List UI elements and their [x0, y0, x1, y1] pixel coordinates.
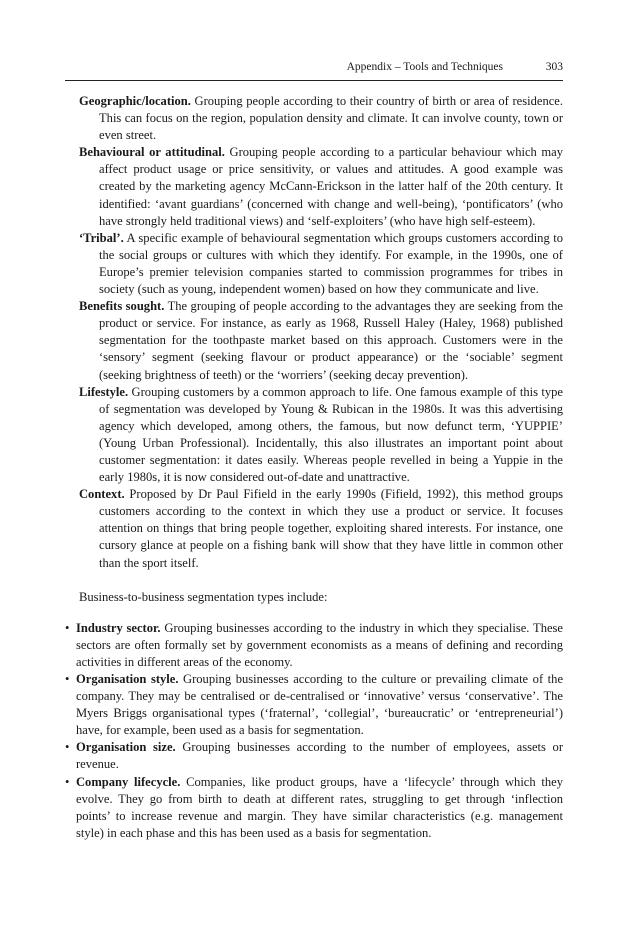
bullet-term: Company lifecycle.	[76, 774, 181, 789]
definition-term: Behavioural or attitudinal.	[79, 145, 225, 160]
bullet-item	[65, 739, 563, 773]
bullet-text: Companies, like product groups, have a ‘lifecycle’ through which they evolve. They go from birth to death at different rates, struggling to get through ‘inflection points’ to increase revenue and margin. They have similar characteristics (e.g. management style) in each phase and this has been used as a basis for segmentation.	[76, 774, 563, 840]
bullet-item	[65, 671, 563, 739]
definition-term: Benefits sought.	[79, 299, 165, 314]
bullet-icon: •	[65, 774, 70, 789]
definition-item	[79, 384, 563, 487]
consumer-segmentation-list	[65, 93, 563, 572]
page-body	[65, 93, 563, 842]
bullet-term: Organisation style.	[76, 672, 179, 686]
definition-text: A specific example of behavioural segmentation which groups customers according to the social groups or cultures with which they identify. For example, in the 1990s, one of Europe’s premier television companies started to commission programmes for tribes in society (such as young, independent women) based on how they communicate and live.	[99, 230, 563, 297]
b2b-intro: Business-to-business segmentation types include:	[79, 589, 328, 604]
bullet-item	[65, 620, 563, 671]
definition-text: Grouping people according to their country of birth or area of residence. This can focus on the region, population density and climate. It can involve county, town or even street.	[99, 94, 563, 143]
definition-term: Context.	[79, 487, 125, 502]
bullet-term: Industry sector.	[76, 620, 161, 635]
page-number: 303	[545, 61, 563, 73]
definition-term: Lifestyle.	[79, 384, 129, 399]
definition-text: Grouping customers by a common approach to life. One famous example of this type of segmentation was developed by Young & Rubican in the 1980s. It was this advertising agency which developed, among others, the famous, but now defunct term, ‘YUPPIE’ (Young Urban Professional). Incidentally, this also illustrates an important point about customer segmentation: it dates easily. Whereas people revelled in being a Yuppie in the early 1980s, it is now considered out-of-date and unattractive.	[99, 384, 563, 485]
bullet-text: Grouping businesses according to the culture or prevailing climate of the company. They may be centralised or de-centralised or ‘innovative’ versus ‘conservative’. The Myers Briggs organisational types (‘fraternal’, ‘collegial’, ‘bureaucratic’ or ‘entrepreneurial’) have, for example, been used as a basis for segmentation.	[76, 672, 564, 738]
definition-text: The grouping of people according to the advantages they are seeking from the product or service. For instance, as early as 1968, Russell Haley (Haley, 1968) published segmentation for the toothpaste market based on this approach. Customers were in the ‘sensory’ segment (seeking flavour or product appearance) or the ‘sociable’ segment (seeking brightness of teeth) or the ‘worriers’ (seeking decay prevention).	[99, 299, 564, 382]
bullet-icon: •	[65, 620, 70, 635]
bullet-icon: •	[65, 672, 70, 686]
definition-item	[79, 230, 563, 298]
definition-item	[79, 93, 563, 144]
b2b-segmentation-list	[65, 620, 563, 842]
definition-text: Proposed by Dr Paul Fifield in the early 1990s (Fifield, 1992), this method groups customers according to the context in which they use a product or service. It focuses attention on things that bring people together, exploiting shared interests. For instance, one cursory glance at people on a fishing bank will show that they have little in common other than the sport itself.	[99, 487, 563, 570]
header-rule	[65, 80, 563, 81]
definition-item	[79, 486, 563, 571]
bullet-text: Grouping businesses according to the number of employees, assets or revenue.	[76, 740, 563, 772]
running-head-title: Appendix – Tools and Techniques	[346, 61, 503, 73]
bullet-item	[65, 774, 563, 842]
definition-term: ‘Tribal’.	[79, 230, 124, 245]
bullet-term: Organisation size.	[76, 740, 176, 755]
definition-item	[79, 298, 563, 383]
bullet-text: Grouping businesses according to the industry in which they specialise. These sectors are often formally set by government economists as a means of defining and recording activities in different areas of the economy.	[76, 620, 563, 669]
definition-text: Grouping people according to a particular behaviour which may affect product usage or price sensitivity, or values and attitudes. A good example was created by the marketing agency McCann-Erickson in the latter half of the 20th century. It identified: ‘avant guardians’ (concerned with change and well-being), ‘pontificators’ (who have strongly held traditional views) and ‘self-exploiters’ (who have high self-esteem).	[99, 145, 563, 228]
bullet-icon: •	[65, 740, 70, 755]
definition-item	[79, 144, 563, 229]
definition-term: Geographic/location.	[79, 94, 191, 108]
